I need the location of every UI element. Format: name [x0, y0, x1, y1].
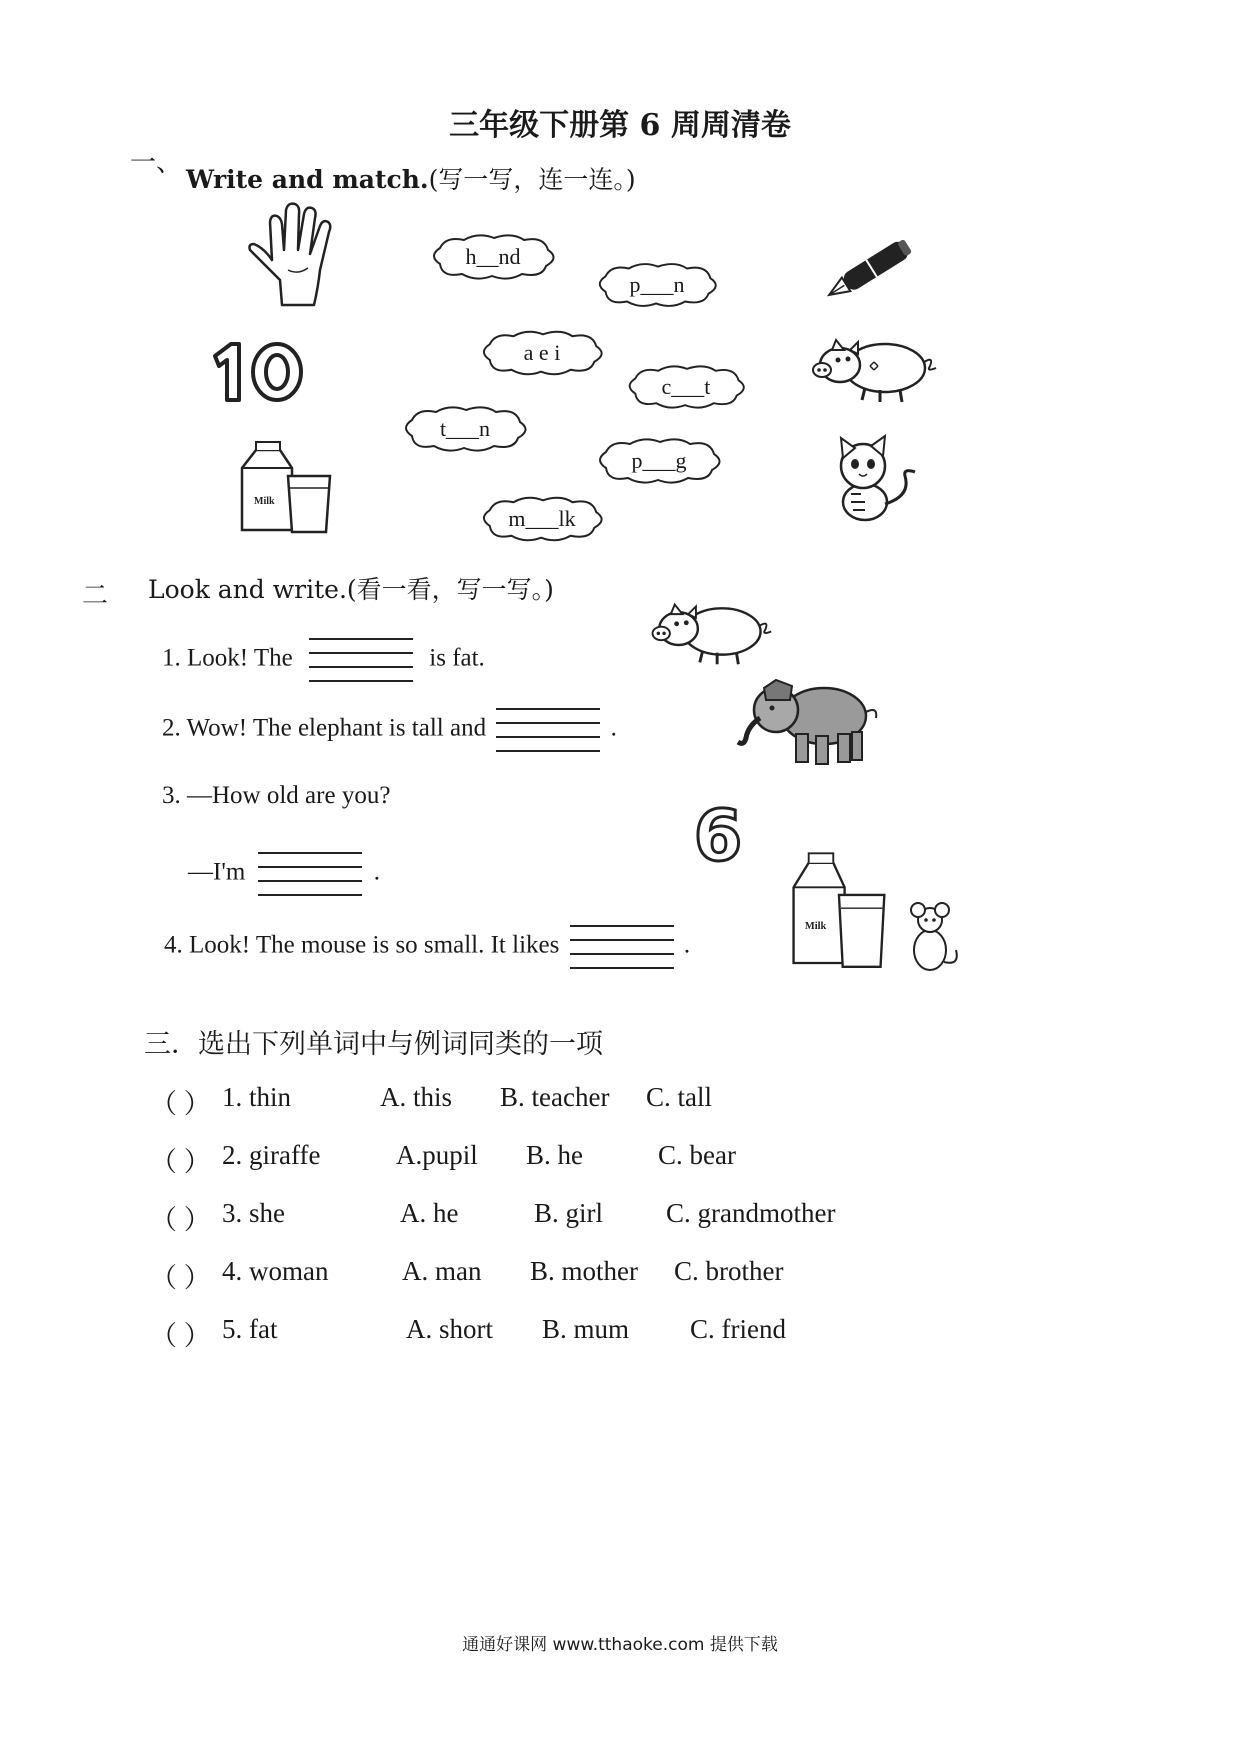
pen-icon — [812, 232, 927, 307]
choice-paren-4[interactable]: （ ） — [150, 1263, 211, 1293]
section2-heading — [148, 570, 554, 606]
answer-blank-3[interactable] — [258, 852, 362, 896]
choice-5-option-a: A. short — [406, 1314, 493, 1344]
cloud-word-ten-text: t___n — [439, 416, 491, 441]
question-1 — [162, 638, 485, 682]
mouse-icon — [900, 900, 964, 978]
choice-paren-1[interactable]: （ ） — [150, 1089, 211, 1119]
section1-heading-en: Write and match. — [186, 165, 429, 194]
cloud-vowels-text: a e i — [523, 340, 561, 365]
section2-number: 二 — [82, 581, 109, 611]
number-6-icon — [688, 800, 748, 870]
cloud-word-pig — [592, 434, 726, 488]
milk-carton-label-2: Milk — [804, 920, 827, 932]
pig-icon — [640, 592, 775, 670]
choice-2-option-b: B. he — [526, 1140, 583, 1170]
section1-heading-zh: (写一写，连一连。) — [428, 165, 636, 194]
section1-heading — [186, 160, 636, 196]
section3-heading: 三．选出下列单词中与例词同类的一项 — [144, 1029, 603, 1060]
cloud-word-pen-text: p___n — [629, 272, 685, 297]
answer-blank-1[interactable] — [309, 638, 413, 682]
number-10-icon — [205, 338, 315, 408]
section2-heading-zh: (看一看，写一写。) — [346, 575, 554, 604]
question-1-text: 1. Look! The — [162, 644, 293, 672]
number-6-text: 6 — [693, 800, 743, 870]
choice-question-4: 4. woman — [222, 1256, 329, 1286]
choice-question-5: 5. fat — [222, 1314, 278, 1344]
question-4-end: . — [683, 931, 691, 959]
choice-question-2: 2. giraffe — [222, 1140, 321, 1170]
question-3-reply: —I'm — [188, 858, 246, 886]
cloud-word-cat — [622, 360, 750, 414]
question-1-end: is fat. — [429, 644, 485, 672]
question-4-text: 4. Look! The mouse is so small. It likes — [164, 931, 560, 959]
choice-2-option-a: A.pupil — [396, 1140, 478, 1170]
choice-paren-5[interactable]: （ ） — [150, 1321, 211, 1351]
question-3: 3. —How old are you? — [162, 782, 391, 809]
choice-1-option-a: A. this — [380, 1082, 453, 1112]
choice-paren-3[interactable]: （ ） — [150, 1205, 211, 1235]
hand-icon — [240, 200, 350, 310]
choice-4-option-a: A. man — [402, 1256, 482, 1286]
choice-3-option-b: B. girl — [534, 1198, 604, 1228]
question-2-end: . — [610, 714, 617, 742]
elephant-icon — [736, 676, 884, 768]
choice-1-option-c: C. tall — [646, 1082, 712, 1112]
choice-2-option-c: C. bear — [658, 1140, 736, 1170]
page-title: 三年级下册第 6 周周清卷 — [449, 108, 791, 143]
cloud-word-hand-text: h__nd — [465, 244, 521, 269]
cat-icon — [825, 432, 930, 527]
cloud-word-cat-text: c___t — [661, 374, 711, 399]
choice-3-option-a: A. he — [400, 1198, 459, 1228]
footer-credit: 通通好课网 www.tthaoke.com 提供下载 — [462, 1635, 778, 1655]
question-2 — [162, 708, 617, 752]
choice-5-option-b: B. mum — [542, 1314, 630, 1344]
milk-carton-label: Milk — [254, 496, 275, 507]
cloud-word-hand — [426, 230, 560, 284]
choice-question-1: 1. thin — [222, 1082, 292, 1112]
pig-icon — [800, 330, 940, 405]
cloud-word-ten — [398, 402, 532, 456]
cloud-vowels — [476, 326, 608, 380]
choice-3-option-c: C. grandmother — [666, 1198, 836, 1228]
question-4 — [164, 925, 690, 969]
choice-question-3: 3. she — [222, 1198, 285, 1228]
question-3-answer-line — [188, 852, 380, 896]
answer-blank-2[interactable] — [496, 708, 600, 752]
question-3-end: . — [373, 858, 381, 886]
choice-1-option-b: B. teacher — [500, 1082, 610, 1112]
section1-number: 一、 — [130, 148, 183, 178]
choice-4-option-c: C. brother — [674, 1256, 784, 1286]
choice-4-option-b: B. mother — [530, 1256, 638, 1286]
choice-paren-2[interactable]: （ ） — [150, 1147, 211, 1177]
section2-heading-en: Look and write. — [148, 575, 347, 604]
answer-blank-4[interactable] — [570, 925, 674, 969]
cloud-word-milk-text: m___lk — [508, 506, 576, 531]
question-2-text: 2. Wow! The elephant is tall and — [162, 714, 487, 742]
milk-icon — [230, 438, 340, 536]
cloud-word-milk — [476, 492, 608, 546]
cloud-word-pig-text: p___g — [631, 448, 687, 473]
cloud-word-pen — [592, 258, 722, 312]
choice-5-option-c: C. friend — [690, 1314, 786, 1344]
milk-icon — [786, 848, 890, 974]
